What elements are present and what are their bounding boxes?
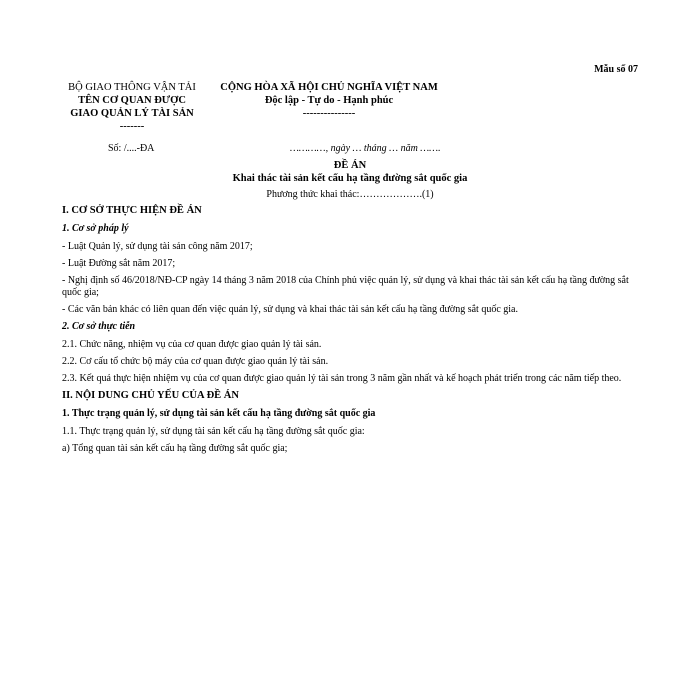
paragraph-practical-1: 2.1. Chức năng, nhiệm vụ của cơ quan được giao quản lý tài sản. (62, 339, 322, 350)
right-header-divider: --------------- (302, 108, 356, 119)
exploitation-method-line: Phương thức khai thác:……………….(1) (266, 189, 434, 200)
section-heading-1: I. CƠ SỞ THỰC HIỆN ĐỀ ÁN (62, 205, 202, 216)
national-motto-header (210, 81, 448, 120)
paragraph-practical-2: 2.2. Cơ cấu tổ chức bộ máy của cơ quan được giao quản lý tài sản. (62, 356, 329, 367)
document-type: ĐỀ ÁN (333, 160, 367, 171)
document-body (62, 205, 638, 460)
agency-name-line1: TÊN CƠ QUAN ĐƯỢC (78, 95, 186, 106)
paragraph-legal-4: - Các văn bản khác có liên quan đến việc quản lý, sử dụng và khai thác tài sản kết cấu hạ tầng đường sắt quốc gia. (62, 304, 518, 315)
paragraph-legal-1: - Luật Quản lý, sử dụng tài sản công năm 2017; (62, 241, 253, 252)
issuing-agency-header (52, 81, 212, 133)
paragraph-status-2: a) Tổng quan tài sản kết cấu hạ tầng đường sắt quốc gia; (62, 443, 288, 454)
paragraph-status-1: 1.1. Thực trạng quản lý, sử dụng tài sản kết cấu hạ tầng đường sắt quốc gia: (62, 426, 365, 437)
form-number: Mẫu số 07 (594, 64, 638, 75)
subsection-legal-basis: 1. Cơ sở pháp lý (62, 223, 129, 234)
ministry-name: BỘ GIAO THÔNG VẬN TẢI (68, 82, 196, 93)
subsection-current-status: 1. Thực trạng quản lý, sử dụng tài sản kết cấu hạ tầng đường sắt quốc gia (62, 408, 376, 419)
paragraph-legal-3: - Nghị định số 46/2018/NĐ-CP ngày 14 tháng 3 năm 2018 của Chính phủ việc quản lý, sử dụng và khai thác tài sản kết cấu hạ tầng đường sắt quốc gia; (62, 275, 629, 298)
document-title: Khai thác tài sản kết cấu hạ tầng đường sắt quốc gia (232, 173, 468, 184)
place-date-line: …………, ngày … tháng … năm ……. (290, 143, 441, 154)
paragraph-practical-3: 2.3. Kết quả thực hiện nhiệm vụ của cơ quan được giao quản lý tài sản trong 3 năm gần nhất và kế hoạch phát triển trong các năm tiếp theo. (62, 373, 622, 384)
paragraph-legal-2: - Luật Đường sắt năm 2017; (62, 258, 176, 269)
national-motto: Độc lập - Tự do - Hạnh phúc (264, 95, 394, 106)
country-name: CỘNG HÒA XÃ HỘI CHỦ NGHĨA VIỆT NAM (220, 82, 438, 93)
subsection-practical-basis: 2. Cơ sở thực tiễn (62, 321, 136, 332)
section-heading-2: II. NỘI DUNG CHỦ YẾU CỦA ĐỀ ÁN (62, 390, 239, 401)
document-number: Số: /....-ĐA (108, 143, 155, 154)
left-header-divider: ------- (119, 121, 145, 132)
agency-name-line2: GIAO QUẢN LÝ TÀI SẢN (70, 108, 194, 119)
